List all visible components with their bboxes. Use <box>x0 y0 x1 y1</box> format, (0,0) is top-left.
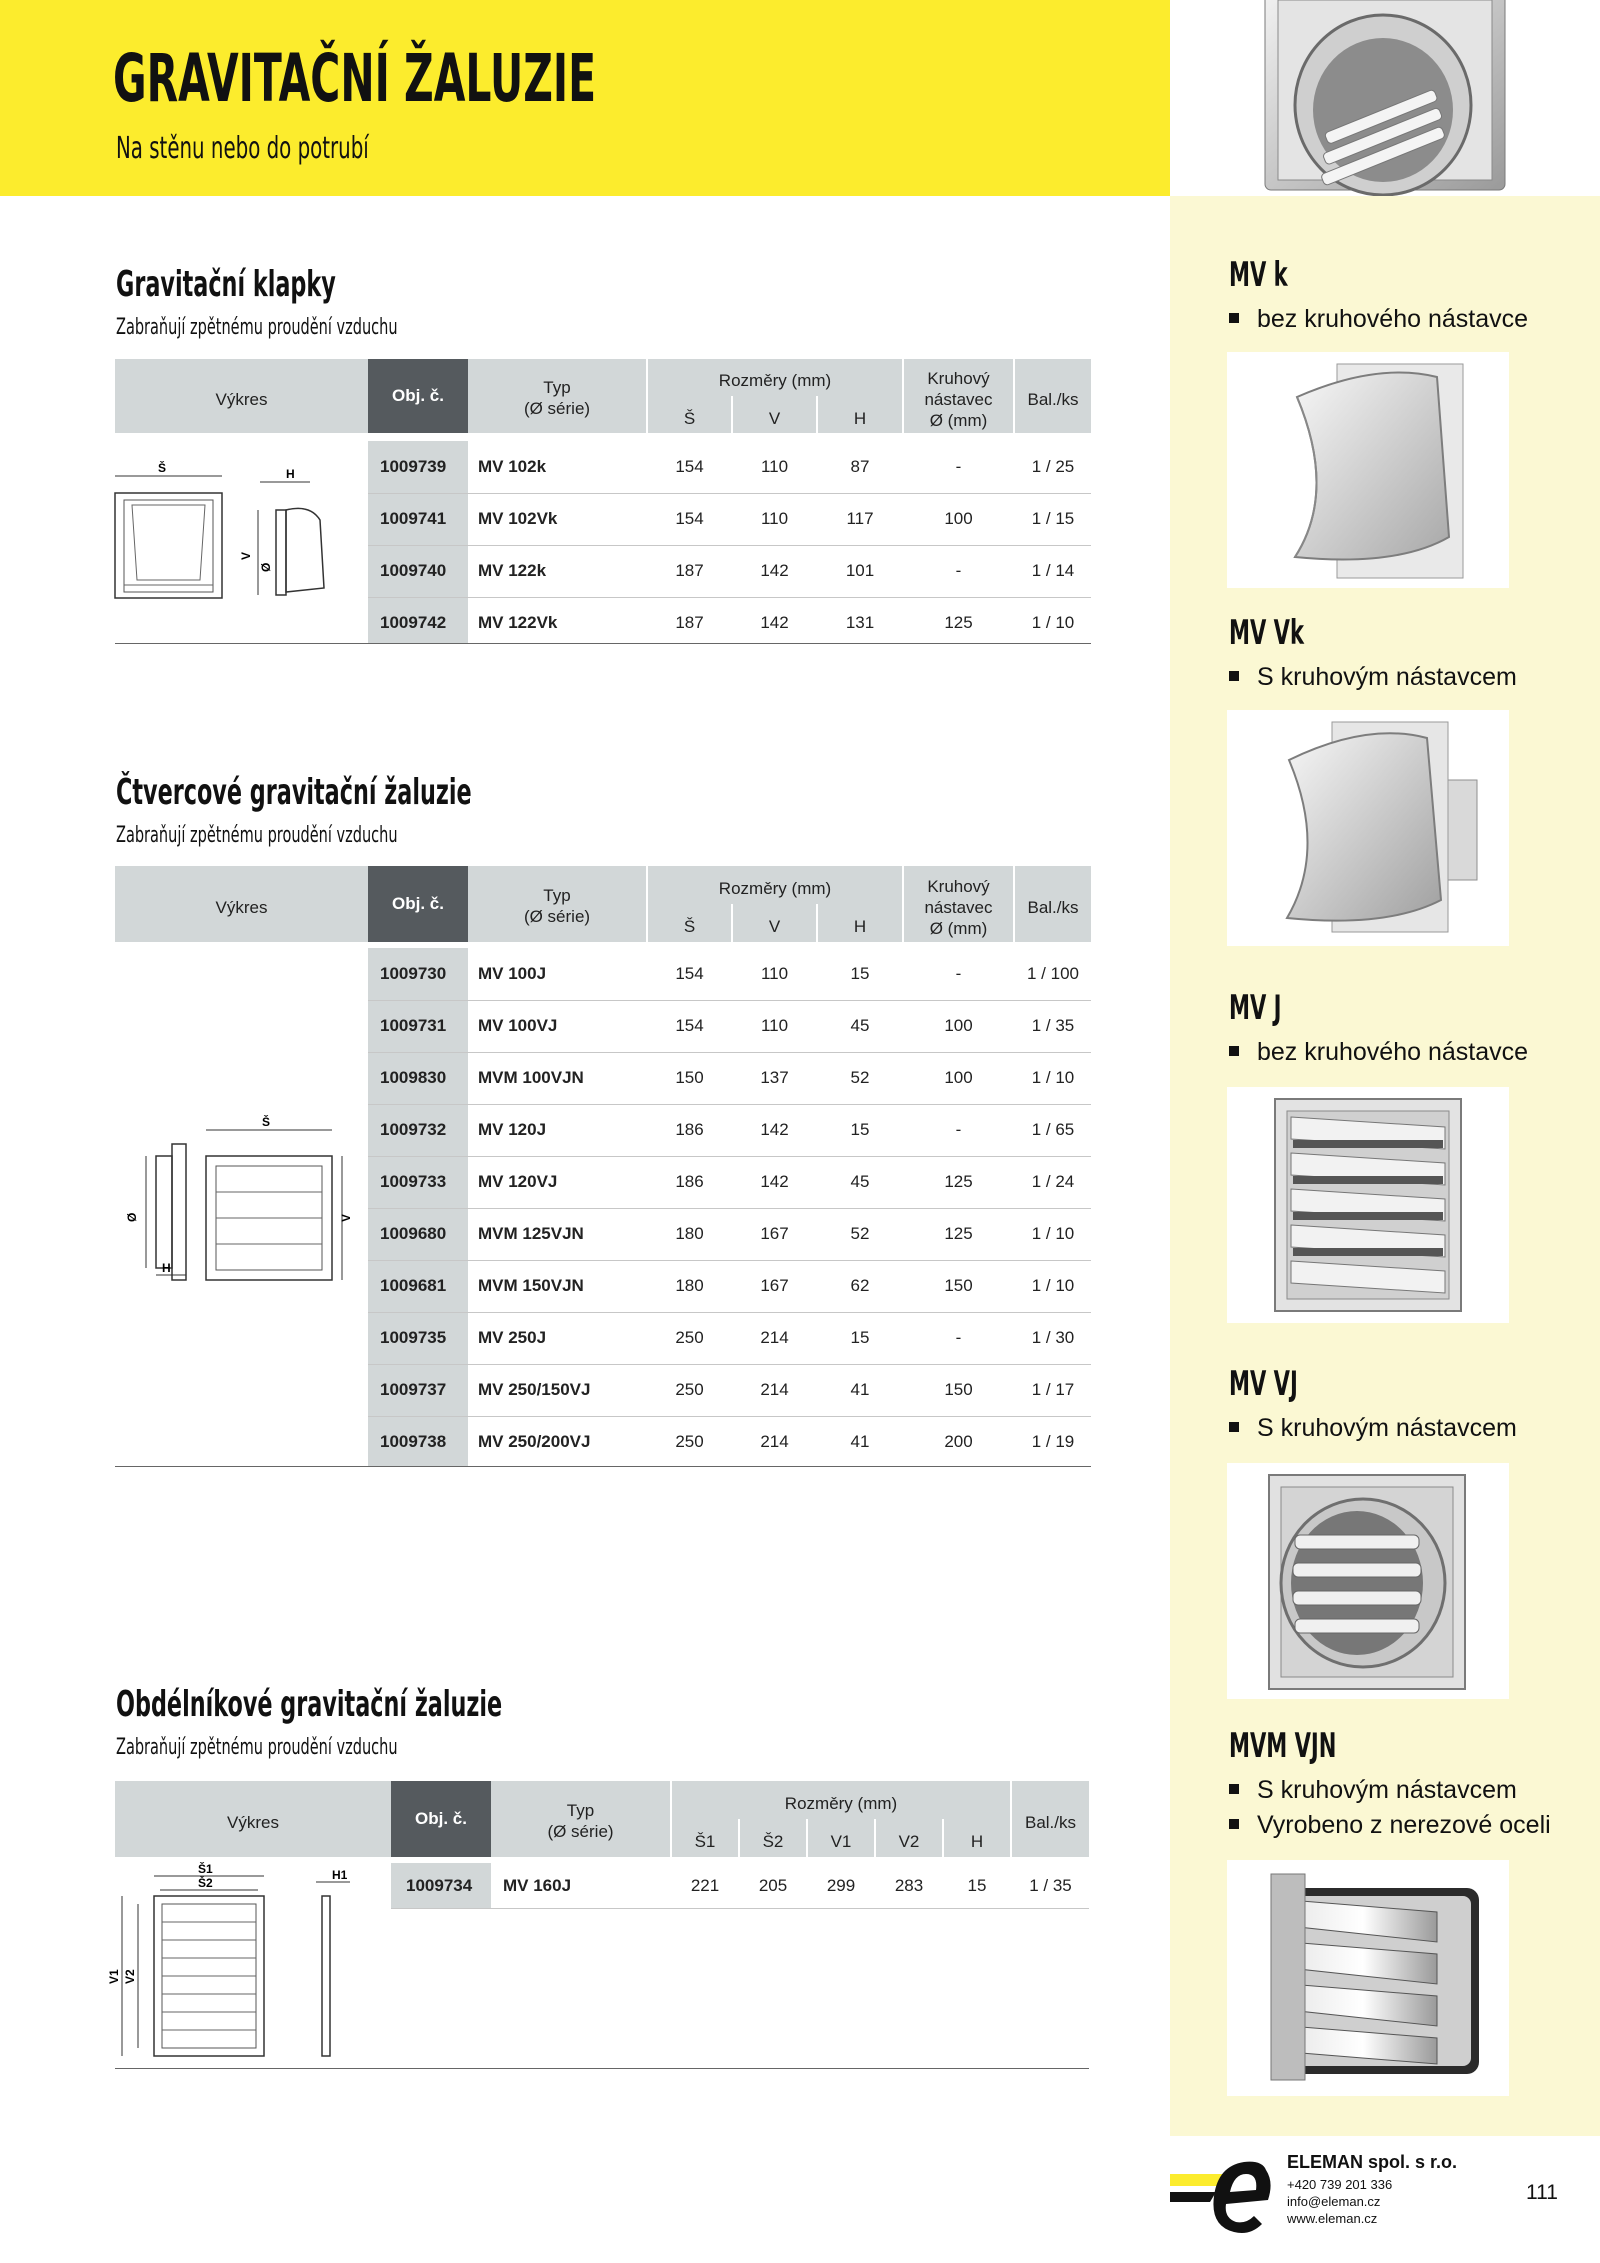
table-cell-s: 180 <box>675 1224 704 1243</box>
table-cell-v: 167 <box>760 1224 789 1243</box>
section-subtitle: Zabraňují zpětnému proudění vzduchu <box>116 823 398 848</box>
table-cell-v: 110 <box>760 509 789 528</box>
table-cell-h: 15 <box>850 1120 870 1139</box>
table-cell-h: 15 <box>850 1328 870 1347</box>
svg-text:H: H <box>162 1261 171 1275</box>
technical-drawing-rect-louvre <box>107 1862 360 2062</box>
table-cell-collar: 125 <box>944 1172 973 1191</box>
table-cell-h: 41 <box>850 1380 870 1399</box>
table-cell-h: 41 <box>850 1432 870 1451</box>
table-cell-v: 137 <box>760 1068 789 1087</box>
row-divider <box>368 1364 1091 1365</box>
svg-text:H1: H1 <box>332 1868 348 1882</box>
column-header-h: H <box>853 917 867 936</box>
table-cell-collar: - <box>955 1328 962 1347</box>
svg-text:Š2: Š2 <box>198 1876 213 1890</box>
column-header-collar: Kruhový nástavec Ø (mm) <box>924 369 993 430</box>
row-divider <box>368 1312 1091 1313</box>
table-cell-pack: 1 / 25 <box>1031 457 1075 476</box>
table-cell-collar: - <box>955 561 962 580</box>
table-cell-collar: 125 <box>944 613 973 632</box>
variant-title: MV Vk <box>1229 613 1304 653</box>
column-header-v: V <box>768 409 781 428</box>
table-cell-v: 214 <box>760 1380 789 1399</box>
table-cell-h: 45 <box>850 1016 870 1035</box>
table-cell-s: 180 <box>675 1276 704 1295</box>
page-number: 111 <box>1526 2181 1558 2204</box>
table-cell-collar: 200 <box>944 1432 973 1451</box>
table-cell-code: 1009681 <box>380 1276 447 1295</box>
row-divider <box>368 1416 1091 1417</box>
table-cell-pack: 1 / 10 <box>1031 1224 1075 1243</box>
table-cell-code: 1009735 <box>380 1328 447 1347</box>
table-cell-v: 167 <box>760 1276 789 1295</box>
table-cell-h: 52 <box>850 1224 870 1243</box>
column-header-s1: Š1 <box>694 1832 716 1851</box>
page-title: GRAVITAČNÍ ŽALUZIE <box>113 40 597 117</box>
table-cell-pack: 1 / 100 <box>1027 964 1079 983</box>
table-cell-s: 250 <box>675 1432 704 1451</box>
variant-bullet: S kruhovým nástavcem <box>1229 1414 1517 1443</box>
table-cell-collar: - <box>955 964 962 983</box>
company-name: ELEMAN spol. s r.o. <box>1287 2152 1458 2172</box>
table-cell-collar: 125 <box>944 1224 973 1243</box>
table-cell-type: MV 102Vk <box>478 509 558 528</box>
table-cell-code: 1009741 <box>380 509 447 528</box>
table-cell-type: MVM 100VJN <box>478 1068 584 1087</box>
table-cell-s: 154 <box>675 964 704 983</box>
column-header-drawing: Výkres <box>227 1813 279 1832</box>
table-cell-v2: 283 <box>894 1875 924 1895</box>
table-cell-v: 142 <box>760 613 789 632</box>
table-cell-h: 101 <box>845 561 875 580</box>
table-cell-v: 214 <box>760 1432 789 1451</box>
header-product-photo <box>1170 0 1600 196</box>
eleman-logo <box>1170 2156 1280 2246</box>
table-cell-s1: 221 <box>690 1875 720 1895</box>
company-phone: +420 739 201 336 <box>1287 2177 1393 2192</box>
variant-photo-mvk <box>1227 352 1509 588</box>
svg-text:Ø: Ø <box>125 1212 139 1222</box>
table-cell-code: 1009738 <box>380 1432 447 1451</box>
technical-drawing-flap <box>110 460 350 605</box>
row-divider <box>391 1908 1089 1909</box>
table-cell-type: MV 160J <box>503 1875 572 1895</box>
table-cell-pack: 1 / 19 <box>1031 1432 1075 1451</box>
svg-text:Š1: Š1 <box>198 1862 213 1876</box>
table-cell-v: 110 <box>760 457 789 476</box>
section-subtitle: Zabraňují zpětnému proudění vzduchu <box>116 1735 398 1760</box>
variant-photo-mvvk <box>1227 710 1509 946</box>
table-bottom-rule <box>115 1466 1091 1467</box>
column-header-drawing: Výkres <box>215 390 268 409</box>
table-cell-pack: 1 / 10 <box>1031 1068 1075 1087</box>
table-cell-type: MV 122k <box>478 561 547 580</box>
table-cell-pack: 1 / 17 <box>1031 1380 1075 1399</box>
column-header-pack: Bal./ks <box>1027 390 1079 409</box>
table-cell-type: MV 120VJ <box>478 1172 558 1191</box>
company-web[interactable]: www.eleman.cz <box>1287 2211 1378 2226</box>
table-cell-type: MV 250/200VJ <box>478 1432 591 1451</box>
column-header-drawing: Výkres <box>215 898 268 917</box>
page-subtitle: Na stěnu nebo do potrubí <box>116 131 369 166</box>
table-cell-type: MV 250/150VJ <box>478 1380 591 1399</box>
table-cell-s: 186 <box>675 1172 704 1191</box>
column-header-type: Typ (Ø série) <box>547 1801 614 1841</box>
table-cell-collar: 150 <box>944 1380 973 1399</box>
column-header-code: Obj. č. <box>391 1781 491 1857</box>
table-cell-s: 186 <box>675 1120 704 1139</box>
bullet-square-icon <box>1229 1819 1239 1829</box>
row-divider <box>368 597 1091 598</box>
column-header-s: Š <box>683 917 696 936</box>
table-cell-collar: 100 <box>944 509 973 528</box>
table-cell-collar: 100 <box>944 1016 973 1035</box>
column-header-v2: V2 <box>898 1832 920 1851</box>
row-divider <box>368 1156 1091 1157</box>
bullet-square-icon <box>1229 313 1239 323</box>
table-cell-v: 142 <box>760 1172 789 1191</box>
column-header-v: V <box>768 917 781 936</box>
table-cell-h: 15 <box>967 1875 987 1895</box>
technical-drawing-square-louvre <box>110 1110 353 1285</box>
table-cell-pack: 1 / 24 <box>1031 1172 1075 1191</box>
table-cell-type: MV 122Vk <box>478 613 558 632</box>
table-cell-h: 62 <box>850 1276 870 1295</box>
column-header-dimensions: Rozměry (mm) <box>718 371 832 390</box>
table-cell-code: 1009742 <box>380 613 447 632</box>
table-cell-code: 1009730 <box>380 964 447 983</box>
variant-title: MV k <box>1229 255 1288 295</box>
variant-bullet: bez kruhového nástavce <box>1229 1038 1528 1067</box>
table-cell-s: 250 <box>675 1380 704 1399</box>
table-cell-type: MVM 125VJN <box>478 1224 584 1243</box>
table-cell-s: 154 <box>675 1016 704 1035</box>
table-cell-code: 1009739 <box>380 457 447 476</box>
variant-bullet: S kruhovým nástavcem <box>1229 663 1517 692</box>
table-cell-code: 1009830 <box>380 1068 447 1087</box>
table-bottom-rule <box>115 643 1091 644</box>
row-divider <box>368 1000 1091 1001</box>
table-cell-type: MV 100VJ <box>478 1016 558 1035</box>
svg-text:V: V <box>239 551 253 560</box>
column-header-collar: Kruhový nástavec Ø (mm) <box>924 877 993 938</box>
table-cell-code: 1009732 <box>380 1120 447 1139</box>
variant-photo-mvmvjn <box>1227 1860 1509 2096</box>
bullet-square-icon <box>1229 1784 1239 1794</box>
table-cell-s: 187 <box>675 561 704 580</box>
column-header-s2: Š2 <box>762 1832 784 1851</box>
column-header-type: Typ (Ø série) <box>523 886 591 926</box>
table-cell-code: 1009731 <box>380 1016 447 1035</box>
table-cell-pack: 1 / 30 <box>1031 1328 1075 1347</box>
table-cell-s: 154 <box>675 457 704 476</box>
column-header-type: Typ (Ø série) <box>523 378 591 418</box>
table-cell-v1: 299 <box>826 1875 856 1895</box>
column-header-pack: Bal./ks <box>1024 1813 1077 1832</box>
table-cell-collar: 100 <box>944 1068 973 1087</box>
table-cell-code: 1009680 <box>380 1224 447 1243</box>
section-subtitle: Zabraňují zpětnému proudění vzduchu <box>116 315 398 340</box>
svg-text:Š: Š <box>262 1115 271 1129</box>
column-header-dimensions: Rozměry (mm) <box>718 879 832 898</box>
svg-text:V1: V1 <box>107 1969 121 1984</box>
company-email[interactable]: info@eleman.cz <box>1287 2194 1381 2209</box>
section-title: Gravitační klapky <box>116 264 336 305</box>
table-cell-pack: 1 / 10 <box>1031 1276 1075 1295</box>
table-cell-type: MV 102k <box>478 457 547 476</box>
row-divider <box>368 1208 1091 1209</box>
table-cell-s: 150 <box>675 1068 704 1087</box>
table-cell-h: 52 <box>850 1068 870 1087</box>
column-header-s: Š <box>683 409 696 428</box>
table-cell-h: 117 <box>846 509 874 528</box>
table-cell-h: 15 <box>850 964 870 983</box>
table-cell-pack: 1 / 14 <box>1031 561 1075 580</box>
table-cell-v: 110 <box>760 1016 789 1035</box>
table-cell-s2: 205 <box>758 1875 788 1895</box>
table-cell-code: 1009733 <box>380 1172 447 1191</box>
row-divider <box>368 1104 1091 1105</box>
table-cell-type: MV 250J <box>478 1328 547 1347</box>
row-divider <box>368 493 1091 494</box>
table-cell-v: 110 <box>760 964 789 983</box>
variant-photo-mvj <box>1227 1087 1509 1323</box>
column-header-h: H <box>853 409 867 428</box>
table-cell-s: 187 <box>675 613 704 632</box>
table-cell-h: 131 <box>845 613 875 632</box>
row-divider <box>368 545 1091 546</box>
table-cell-collar: 150 <box>944 1276 973 1295</box>
table-cell-pack: 1 / 10 <box>1031 613 1075 632</box>
table-cell-pack: 1 / 15 <box>1031 509 1075 528</box>
variant-title: MV J <box>1229 988 1282 1028</box>
svg-text:Š: Š <box>158 461 167 475</box>
table-cell-s: 250 <box>675 1328 704 1347</box>
bullet-square-icon <box>1229 671 1239 681</box>
table-cell-pack: 1 / 35 <box>1029 1875 1072 1895</box>
table-cell-s: 154 <box>675 509 704 528</box>
variant-title: MVM VJN <box>1229 1726 1337 1766</box>
bullet-square-icon <box>1229 1422 1239 1432</box>
table-cell-v: 214 <box>760 1328 789 1347</box>
column-header-dimensions: Rozměry (mm) <box>784 1794 898 1813</box>
bullet-square-icon <box>1229 1046 1239 1056</box>
svg-text:V: V <box>339 1213 353 1222</box>
column-header-code: Obj. č. <box>368 866 468 942</box>
table-cell-code: 1009740 <box>380 561 447 580</box>
column-header-h: H <box>970 1832 984 1851</box>
section-title: Čtvercové gravitační žaluzie <box>116 772 472 813</box>
table-cell-h: 45 <box>850 1172 870 1191</box>
table-cell-code: 1009737 <box>380 1380 447 1399</box>
table-cell-pack: 1 / 65 <box>1031 1120 1075 1139</box>
column-header-v1: V1 <box>830 1832 852 1851</box>
table-cell-code: 1009734 <box>406 1875 473 1895</box>
table-bottom-rule <box>115 2068 1089 2069</box>
table-cell-v: 142 <box>760 1120 789 1139</box>
table-cell-v: 142 <box>760 561 789 580</box>
row-divider <box>368 1052 1091 1053</box>
variant-bullet: S kruhovým nástavcem <box>1229 1776 1517 1805</box>
table-cell-h: 87 <box>850 457 870 476</box>
table-cell-type: MVM 150VJN <box>478 1276 584 1295</box>
variant-bullet: bez kruhového nástavce <box>1229 305 1528 334</box>
section-title: Obdélníkové gravitační žaluzie <box>116 1684 503 1725</box>
column-header-pack: Bal./ks <box>1027 898 1079 917</box>
row-divider <box>368 1260 1091 1261</box>
table-cell-type: MV 100J <box>478 964 547 983</box>
variant-title: MV VJ <box>1229 1364 1298 1404</box>
column-header-code: Obj. č. <box>368 359 468 433</box>
svg-text:Ø: Ø <box>259 562 273 572</box>
variant-bullet: Vyrobeno z nerezové oceli <box>1229 1811 1551 1840</box>
svg-text:V2: V2 <box>123 1969 137 1984</box>
table-cell-pack: 1 / 35 <box>1031 1016 1075 1035</box>
table-cell-type: MV 120J <box>478 1120 547 1139</box>
svg-text:H: H <box>286 467 295 481</box>
variant-photo-mvvj <box>1227 1463 1509 1699</box>
table-cell-collar: - <box>955 1120 962 1139</box>
table-cell-collar: - <box>955 457 962 476</box>
